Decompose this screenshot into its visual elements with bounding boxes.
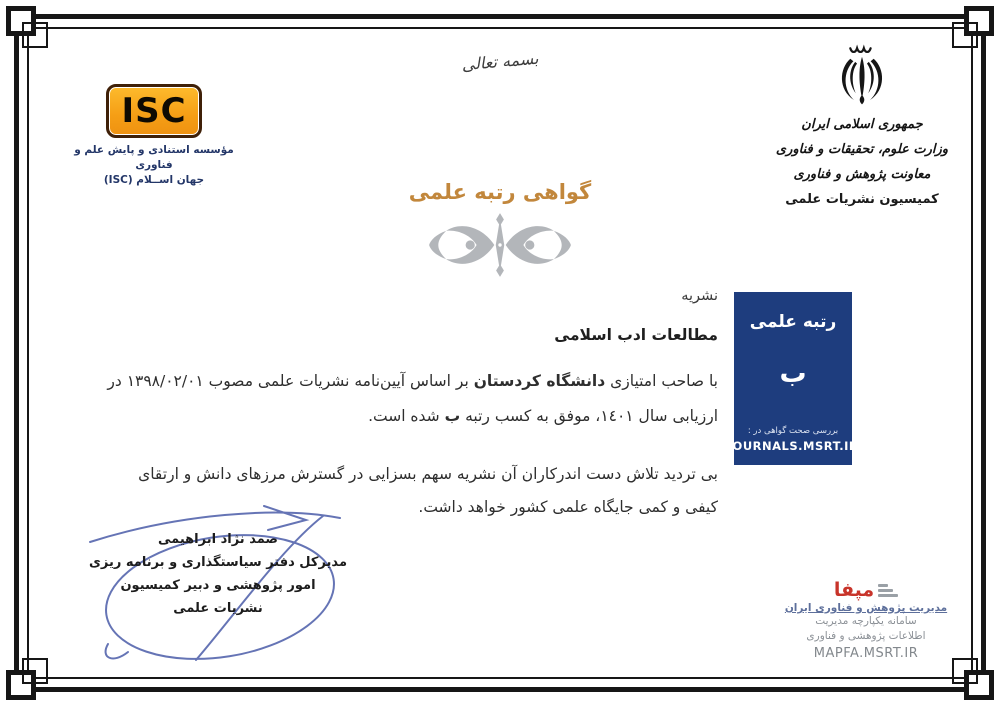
closing-line2: کیفی و کمی جایگاه علمی کشور خواهد داشت. [418, 498, 718, 516]
isc-caption-line1: مؤسسه استنادی و پایش علم و فناوری [74, 144, 234, 171]
mapfa-org-line: مدیریت پژوهش و فناوری ایران [784, 602, 948, 614]
frame-corner-ornament [2, 652, 54, 704]
ministry-line-commission: کمیسیون نشریات علمی [785, 192, 939, 207]
mapfa-logo [778, 580, 954, 600]
rank-badge-verify-label: بررسی صحت گواهی در : [747, 426, 839, 436]
rank-badge [727, 292, 859, 465]
signatory-title-line2: امور پژوهشی و دبیر کمیسیون [120, 578, 316, 593]
mapfa-desc-line2: اطلاعات پژوهشی و فناوری [806, 630, 926, 642]
grant-paragraph [100, 364, 718, 434]
signatory-name: صمد نژاد ابراهیمی [157, 532, 278, 547]
grant-text-part3: شده است. [368, 407, 445, 425]
ornament-divider [0, 213, 1000, 281]
frame-corner-ornament [2, 2, 54, 54]
isc-logo-block [70, 84, 238, 188]
mapfa-url: MAPFA.MSRT.IR [813, 646, 919, 661]
closing-line1: بی تردید تلاش دست اندرکاران آن نشریه سهم بسزایی در گسترش مرزهای دانش و ارتقای [138, 465, 718, 483]
publisher-name: دانشگاه کردستان [473, 372, 606, 390]
ministry-line-deputy: معاونت پژوهش و فناوری [793, 167, 931, 182]
grant-text-part1: با صاحب امتیازی [605, 372, 718, 390]
rank-badge-grade: ب [779, 358, 807, 389]
journal-name: مطالعات ادب اسلامی [554, 326, 718, 344]
mapfa-desc-line1: سامانه یکپارچه مدیریت [815, 615, 917, 627]
grade-letter: ب [444, 407, 461, 425]
mapfa-block [778, 580, 954, 661]
iran-emblem-icon [825, 42, 899, 110]
signature-block [68, 502, 368, 682]
certificate-body [100, 288, 718, 524]
isc-caption-line2: جهان اســلام (ISC) [103, 174, 205, 186]
signatory-text [68, 528, 368, 620]
ministry-line-ministry: وزارت علوم، تحقیقات و فناوری [775, 142, 949, 157]
mapfa-wordmark: مپفا [833, 579, 875, 601]
journal-label: نشریه [681, 288, 718, 304]
isc-logo: ISC [106, 84, 202, 138]
signatory-title-line3: نشریات علمی [173, 601, 263, 616]
bismillah-calligraphy: بسمه تعالی [460, 48, 540, 75]
grant-text-part2: بر اساس آیین‌نامه نشریات علمی مصوب ١٣٩٨/٠٢/٠١ در ارزیابی سال ١٤٠١، موفق به کسب رتبه [107, 372, 718, 425]
rank-badge-verify-url: JOURNALS.MSRT.IR [727, 439, 859, 453]
signatory-title-line1: مدیرکل دفتر سیاستگذاری و برنامه ریزی [89, 555, 347, 570]
certificate-title: گواهی رتبه علمی [408, 180, 592, 204]
mapfa-bars-icon [878, 584, 898, 600]
damask-ornament-icon [422, 213, 578, 277]
rank-badge-heading: رتبه علمی [749, 312, 837, 332]
ministry-line-country: جمهوری اسلامی ایران [801, 117, 923, 132]
